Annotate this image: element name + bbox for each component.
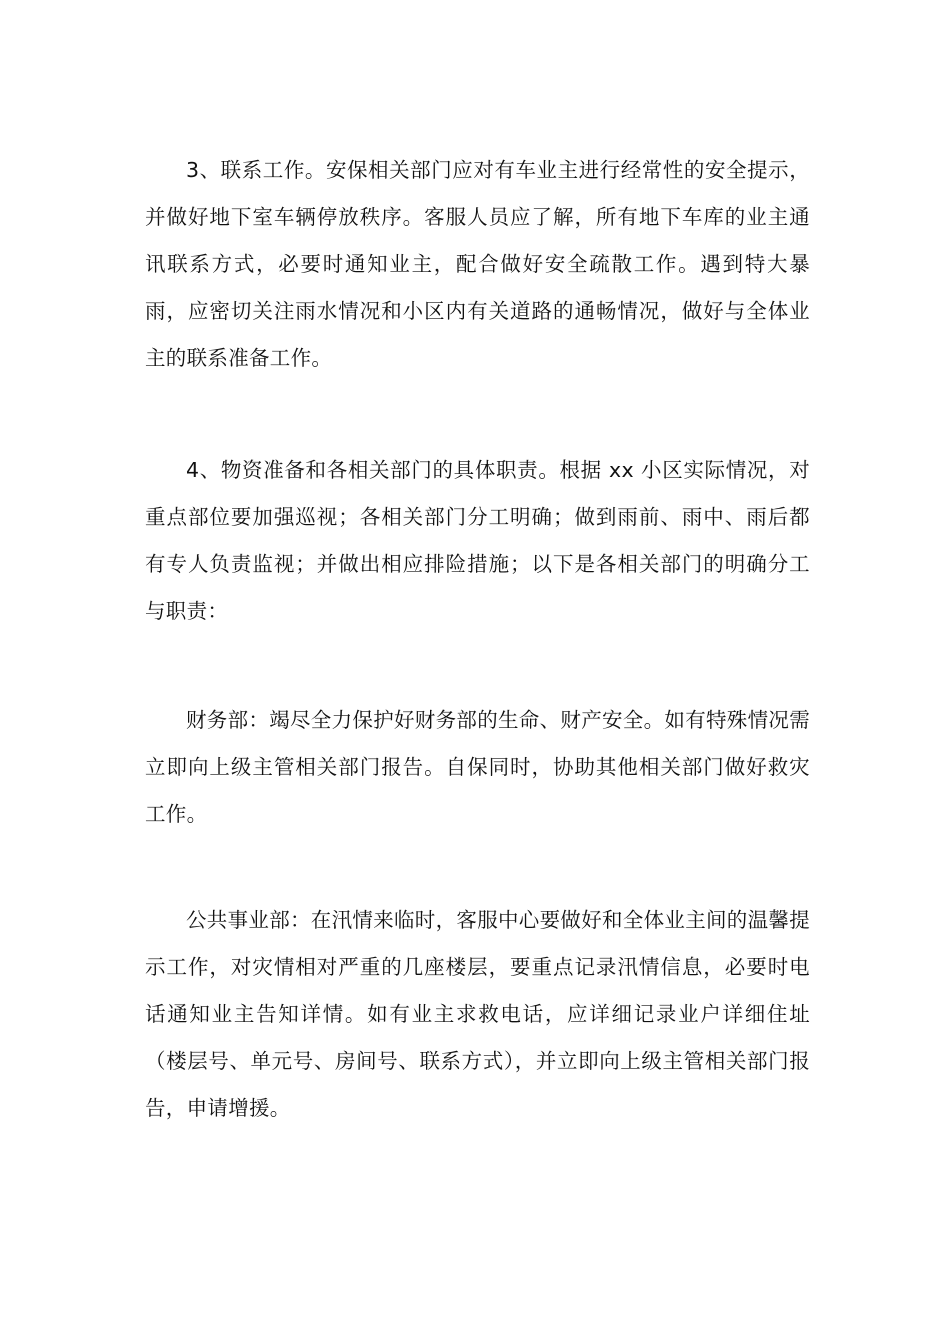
paragraph-public-affairs-department: 公共事业部：在汛情来临时，客服中心要做好和全体业主间的温馨提示工作，对灾情相对严重的几座楼层，要重点记录汛情信息，必要时电话通知业主告知详情。如有业主求救电话，应详细记录业户详细住址（楼层号、单元号、房间号、联系方式），并立即向上级主管相关部门报告，申请增援。 (145, 908, 810, 1120)
paragraph-contact-work: 3、联系工作。安保相关部门应对有车业主进行经常性的安全提示，并做好地下室车辆停放秩序。客服人员应了解，所有地下车库的业主通讯联系方式，必要时通知业主，配合做好安全疏散工作。遇到特大暴雨，应密切关注雨水情况和小区内有关道路的通畅情况，做好与全体业主的联系准备工作。 (145, 158, 810, 370)
paragraph-material-preparation: 4、物资准备和各相关部门的具体职责。根据 xx 小区实际情况，对重点部位要加强巡视；各相关部门分工明确；做到雨前、雨中、雨后都有专人负责监视；并做出相应排险措施；以下是各相关部门的明确分工与职责： (145, 458, 810, 623)
paragraph-finance-department: 财务部：竭尽全力保护好财务部的生命、财产安全。如有特殊情况需立即向上级主管相关部门报告。自保同时，协助其他相关部门做好救灾工作。 (145, 708, 810, 826)
